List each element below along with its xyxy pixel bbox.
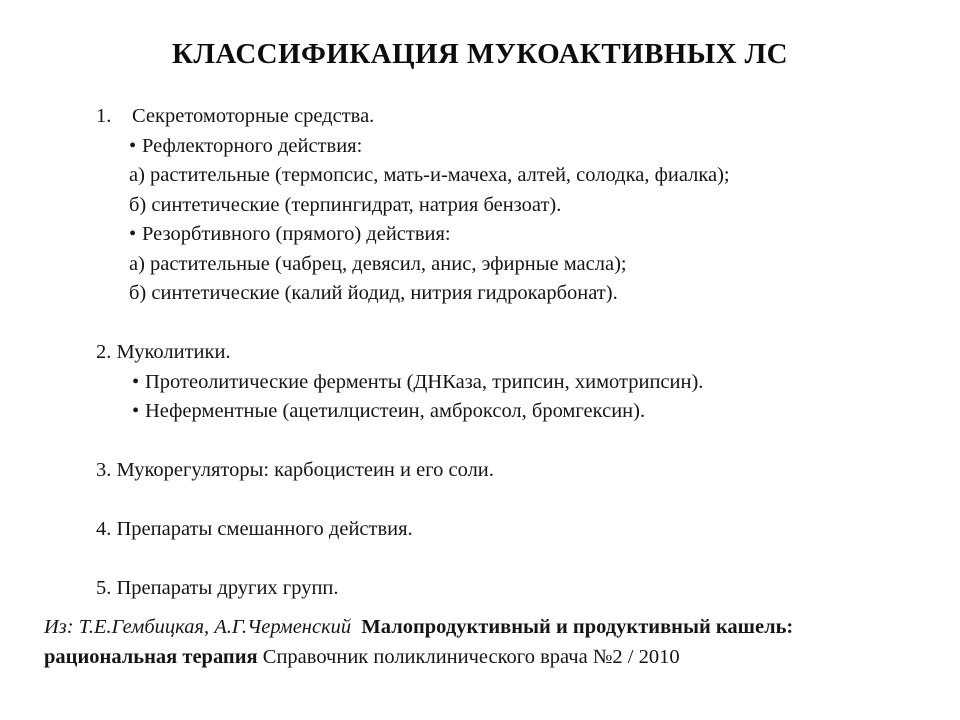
classification-list [0,102,960,604]
citation-publication: Справочник поликлинического врача №2 / 2010 [262,646,680,668]
list-subitem-label: Неферментные (ацетилцистеин, амброксол, бромгексин). [145,400,646,422]
list-subitem [0,250,960,280]
list-item-number: 4. [96,518,112,540]
list-subitem [0,191,960,221]
list-subitem-label: Протеолитические ферменты (ДНКаза, трипсин, химотрипсин). [145,370,704,393]
list-subitem-label: Рефлекторного действия: [142,134,363,157]
list-item-number: 1. [96,105,112,127]
list-subitem [0,279,960,309]
list-subitem [0,161,960,191]
list-item-number: 2. [96,341,112,363]
list-group-5 [0,574,960,604]
citation-work-title: Малопродуктивный и продуктивный кашель: рациональная терапия [44,616,794,668]
bullet-icon: • [132,370,140,393]
list-item-heading [0,574,960,604]
list-subitem-label: а) растительные (термопсис, мать-и-мачеха, алтей, солодка, фиалка); [129,164,730,186]
list-subitem-label: б) синтетические (калий йодид, нитрия гидрокарбонат). [129,282,618,304]
list-item-label: Мукорегуляторы: карбоцистеин и его соли. [116,459,494,481]
list-item-heading [0,515,960,545]
bullet-icon: • [129,134,137,157]
list-item-heading [0,456,960,486]
citation [44,612,916,672]
list-item-number: 5. [96,577,112,599]
list-item-heading [0,338,960,368]
list-subitem-label: Резорбтивного (прямого) действия: [142,223,451,245]
group-spacer [0,309,960,339]
group-spacer [0,486,960,516]
list-group-1 [0,102,960,309]
bullet-icon: • [129,223,137,245]
list-item-heading [0,102,960,132]
list-subitem [0,368,960,398]
citation-authors: Из: Т.Е.Гембицкая, А.Г.Черменский [44,616,352,638]
list-subitem-label: а) растительные (чабрец, девясил, анис, эфирные масла); [129,252,627,275]
group-spacer [0,545,960,575]
list-item-label: Секретомоторные средства. [132,105,375,127]
list-subitem [0,397,960,427]
list-subitem-label: б) синтетические (терпингидрат, натрия бензоат). [129,193,562,216]
group-spacer [0,427,960,457]
bullet-icon: • [132,400,140,422]
list-group-4 [0,515,960,545]
page-title: КЛАССИФИКАЦИЯ МУКОАКТИВНЫХ ЛС [172,38,788,70]
list-item-number: 3. [96,459,112,481]
citation-gap [351,616,361,638]
list-subitem [0,132,960,162]
list-item-label: Муколитики. [116,341,231,363]
list-group-2 [0,338,960,427]
list-item-label: Препараты смешанного действия. [116,518,413,540]
list-subitem [0,220,960,250]
list-item-label: Препараты других групп. [116,577,339,599]
list-group-3 [0,456,960,486]
